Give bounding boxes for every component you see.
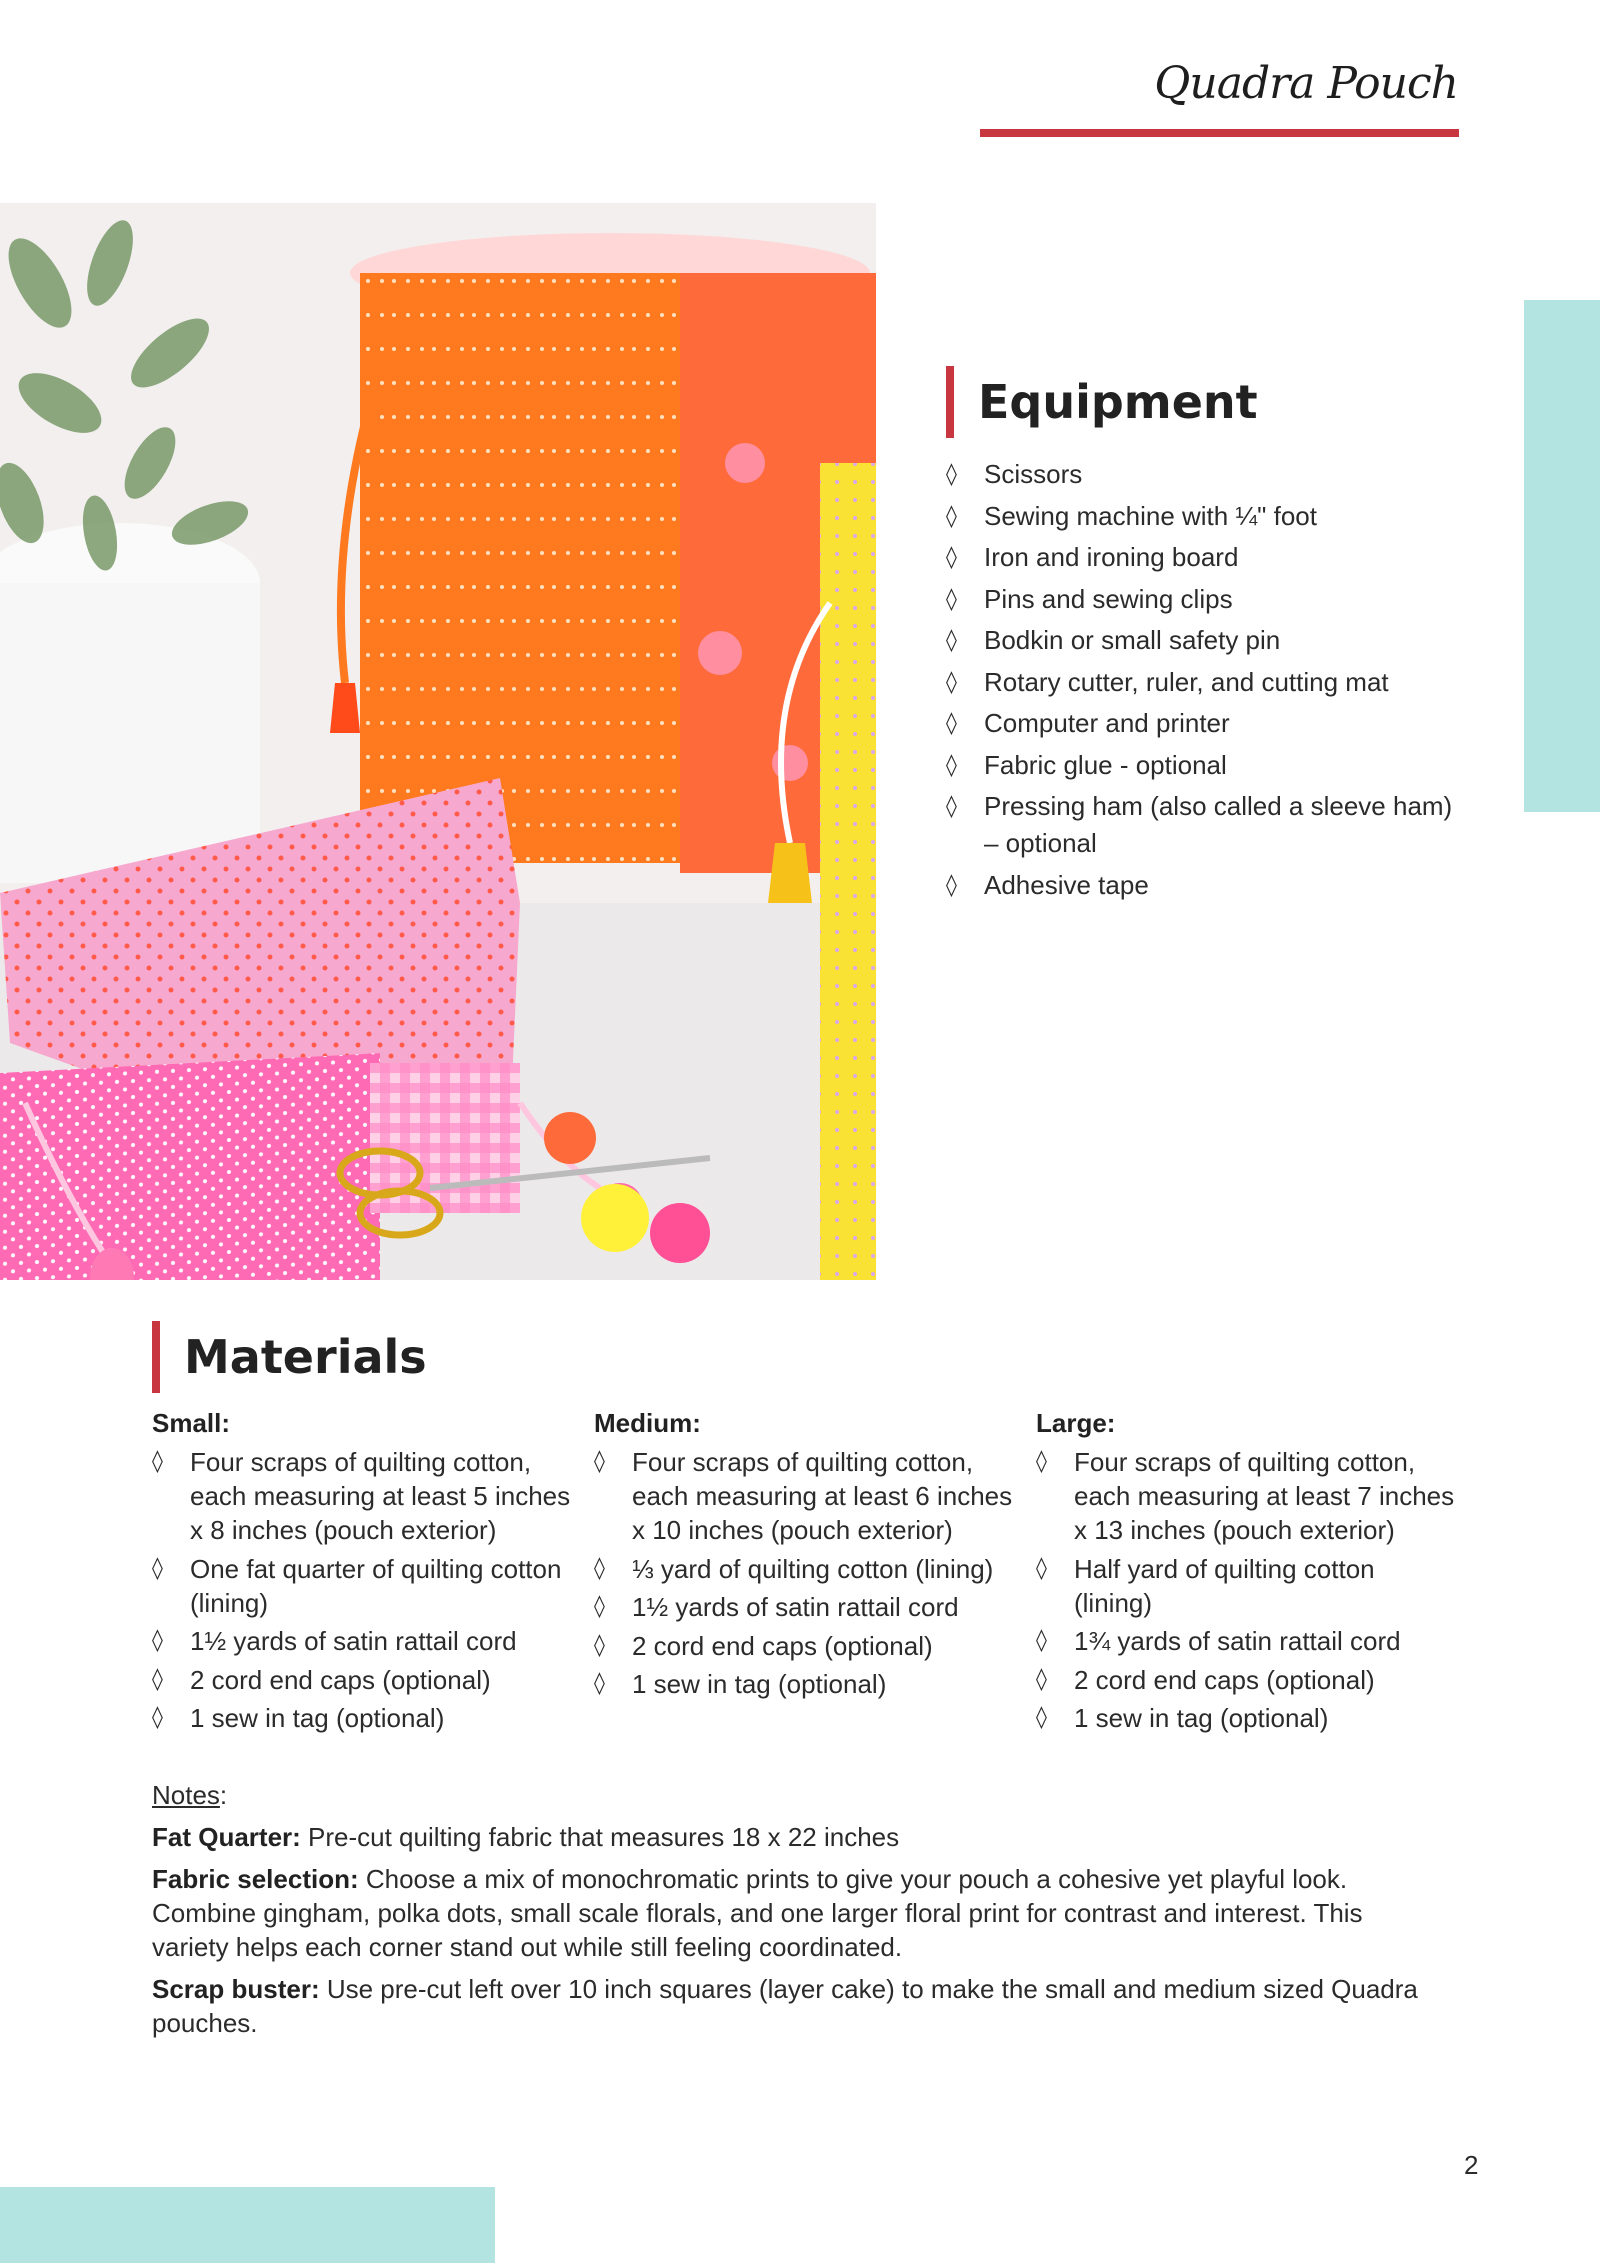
diamond-bullet-icon: ◊ <box>152 1705 163 1730</box>
diamond-bullet-icon: ◊ <box>946 586 957 612</box>
diamond-bullet-icon: ◊ <box>152 1666 163 1692</box>
equipment-heading <box>946 366 1258 438</box>
note-scrap-buster: Scrap buster: Use pre-cut left over 10 inch squares (layer cake) to make the small and medium sized Quadra pouches. <box>152 1974 1418 2038</box>
diamond-bullet-icon: ◊ <box>1036 1666 1047 1692</box>
list-item: ◊ One fat quarter of quilting cotton (lining) <box>152 1553 562 1618</box>
materials-list <box>152 1445 572 1735</box>
list-item: ◊ 2 cord end caps (optional) <box>152 1664 491 1695</box>
materials-heading-text: Materials <box>184 1330 427 1384</box>
column-title: Medium: <box>594 1408 701 1438</box>
diamond-bullet-icon: ◊ <box>946 794 957 819</box>
column-title: Small: <box>152 1408 231 1438</box>
diamond-bullet-icon: ◊ <box>946 503 957 529</box>
heading-accent-bar <box>152 1321 160 1393</box>
list-item: ◊ Four scraps of quilting cotton, each measuring at least 6 inches x 10 inches (pouch exterior) <box>594 1447 1013 1545</box>
diamond-bullet-icon: ◊ <box>946 462 957 487</box>
list-item: ◊ Pressing ham (also called a sleeve ham) – optional <box>946 788 1466 862</box>
list-item: ◊ Iron and ironing board <box>946 539 1466 576</box>
diamond-bullet-icon: ◊ <box>594 1555 605 1581</box>
materials-column-medium <box>594 1408 1014 1706</box>
list-item: ◊ Sewing machine with ¼" foot <box>946 498 1466 535</box>
diamond-bullet-icon: ◊ <box>594 1449 605 1474</box>
diamond-bullet-icon: ◊ <box>946 628 957 653</box>
list-item: ◊ 1¾ yards of satin rattail cord <box>1036 1626 1401 1656</box>
list-item: ◊ Four scraps of quilting cotton, each measuring at least 5 inches x 8 inches (pouch exterior) <box>152 1447 571 1545</box>
list-item: ◊ 1 sew in tag (optional) <box>594 1669 887 1699</box>
materials-list <box>1036 1445 1456 1735</box>
list-item: ◊ 1½ yards of satin rattail cord <box>152 1626 517 1656</box>
list-item: ◊ Computer and printer <box>946 705 1466 742</box>
materials-column-small <box>152 1408 572 1740</box>
document-title: Quadra Pouch <box>1154 58 1458 109</box>
bottom-accent-block <box>0 2187 495 2263</box>
note-fat-quarter: Fat Quarter: Pre-cut quilting fabric that measures 18 x 22 inches <box>152 1822 900 1852</box>
header-divider <box>980 129 1459 137</box>
diamond-bullet-icon: ◊ <box>946 711 957 736</box>
equipment-heading-text: Equipment <box>978 375 1258 429</box>
photo-of-drawstring-pouches-icon <box>0 203 876 1280</box>
list-item: ◊ 1 sew in tag (optional) <box>152 1703 445 1733</box>
materials-list <box>594 1445 1014 1701</box>
diamond-bullet-icon: ◊ <box>152 1628 163 1653</box>
diamond-bullet-icon: ◊ <box>1036 1628 1047 1653</box>
list-item: ◊ Fabric glue - optional <box>946 747 1466 784</box>
diamond-bullet-icon: ◊ <box>1036 1449 1047 1474</box>
side-accent-block <box>1524 300 1600 812</box>
list-item: ◊ Half yard of quilting cotton (lining) <box>1036 1553 1375 1618</box>
diamond-bullet-icon: ◊ <box>1036 1555 1047 1581</box>
list-item: ◊ Rotary cutter, ruler, and cutting mat <box>946 664 1466 701</box>
list-item: ◊ 1½ yards of satin rattail cord <box>594 1592 959 1622</box>
diamond-bullet-icon: ◊ <box>946 545 957 570</box>
list-item: ◊ ⅓ yard of quilting cotton (lining) <box>594 1553 994 1584</box>
notes-heading: Notes: <box>152 1780 228 1810</box>
diamond-bullet-icon: ◊ <box>1036 1705 1047 1730</box>
notes-section <box>152 1778 1422 2048</box>
list-item: ◊ Four scraps of quilting cotton, each measuring at least 7 inches x 13 inches (pouch exterior) <box>1036 1447 1455 1545</box>
list-item: ◊ 2 cord end caps (optional) <box>594 1630 933 1661</box>
diamond-bullet-icon: ◊ <box>152 1449 163 1474</box>
diamond-bullet-icon: ◊ <box>594 1671 605 1696</box>
diamond-bullet-icon: ◊ <box>946 872 957 898</box>
note-fabric-selection: Fabric selection: Choose a mix of monochromatic prints to give your pouch a cohesive yet playful look. Combine gingham, polka dots, small scale florals, and one larger floral print for contrast and interest. This variety helps each corner stand out while still feeling coordinated. <box>152 1864 1363 1962</box>
diamond-bullet-icon: ◊ <box>594 1594 605 1619</box>
heading-accent-bar <box>946 366 954 438</box>
diamond-bullet-icon: ◊ <box>946 752 957 778</box>
list-item: ◊ Pins and sewing clips <box>946 581 1466 618</box>
materials-column-large <box>1036 1408 1456 1740</box>
page-number: 2 <box>1464 2150 1479 2180</box>
list-item: ◊ Scissors <box>946 456 1466 493</box>
equipment-list <box>946 456 1466 908</box>
diamond-bullet-icon: ◊ <box>152 1555 163 1581</box>
list-item: ◊ 1 sew in tag (optional) <box>1036 1703 1329 1733</box>
diamond-bullet-icon: ◊ <box>946 669 957 695</box>
materials-heading <box>152 1321 427 1393</box>
diamond-bullet-icon: ◊ <box>594 1632 605 1658</box>
product-photo <box>0 203 876 1280</box>
column-title: Large: <box>1036 1408 1116 1438</box>
list-item: ◊ Bodkin or small safety pin <box>946 622 1466 659</box>
list-item: ◊ 2 cord end caps (optional) <box>1036 1664 1375 1695</box>
list-item: ◊ Adhesive tape <box>946 867 1466 904</box>
